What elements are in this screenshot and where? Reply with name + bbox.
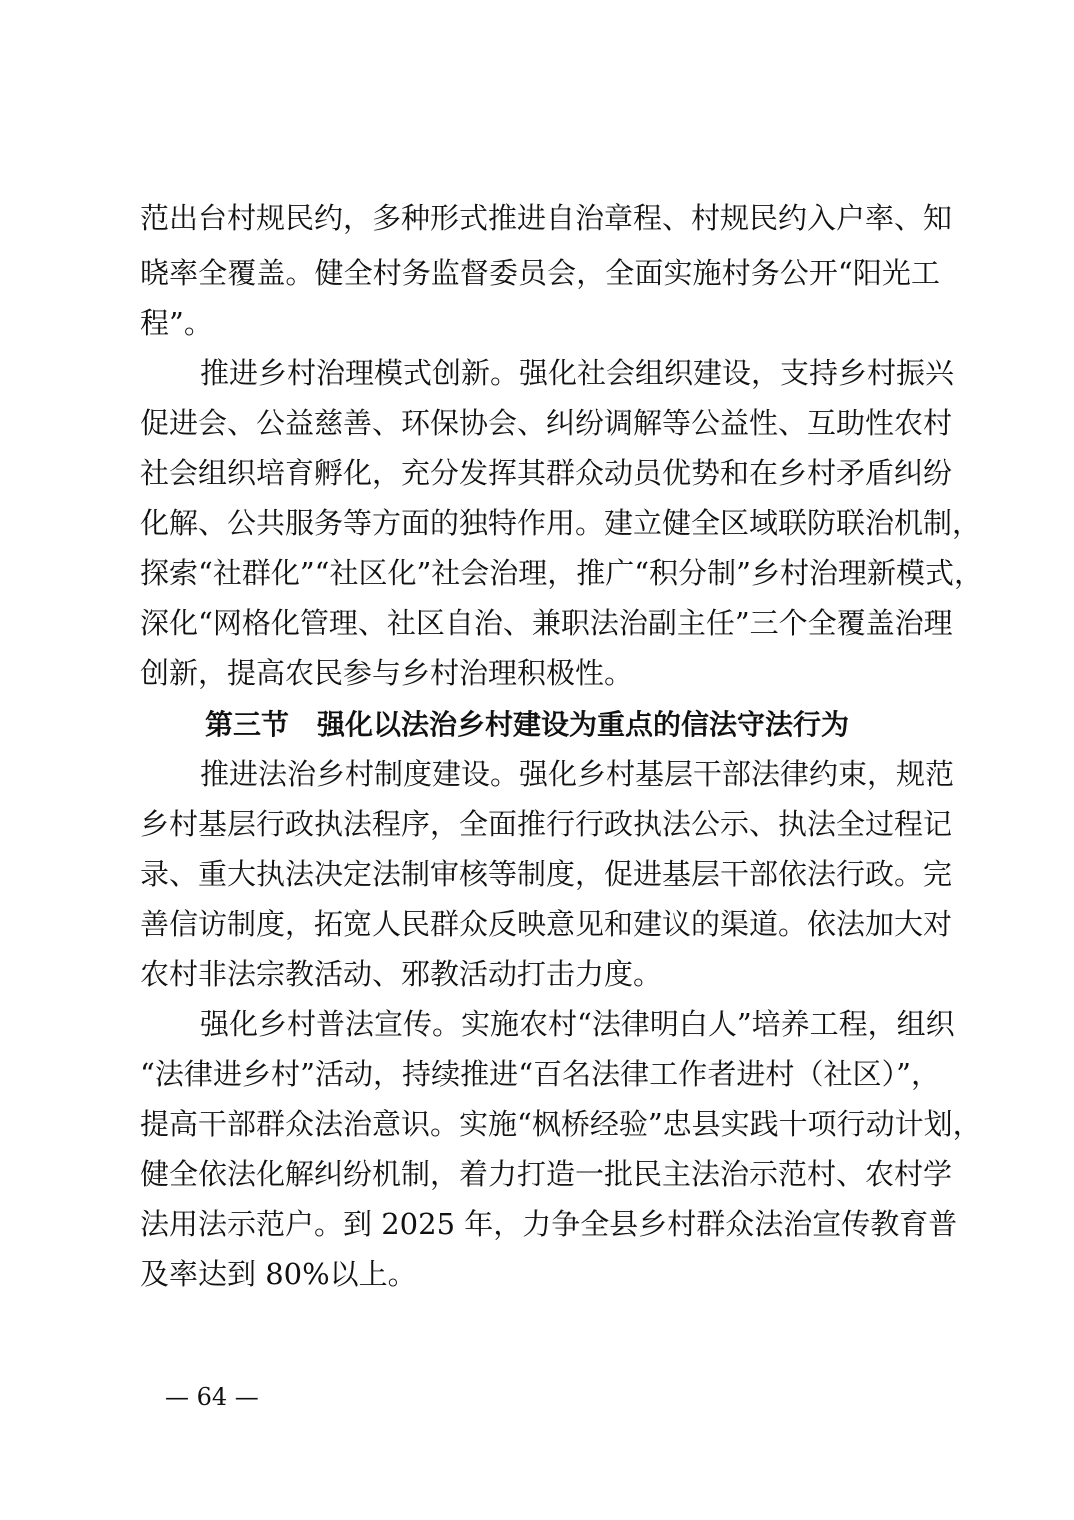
paragraph-4-line-1: 强化乡村普法宣传。实施农村“法律明白人”培养工程，组织: [200, 1007, 955, 1041]
paragraph-4-line-2: “法律进乡村”活动，持续推进“百名法律工作者进村（社区）”，: [140, 1057, 940, 1091]
paragraph-4-line-6: 及率达到 80%以上。: [140, 1257, 417, 1291]
paragraph-4-line-5: 法用法示范户。到 2025 年，力争全县乡村群众法治宣传教育普: [140, 1207, 958, 1241]
paragraph-4-line-4: 健全依法化解纠纷机制，着力打造一批民主法治示范村、农村学: [140, 1157, 953, 1191]
paragraph-3-line-4: 善信访制度，拓宽人民群众反映意见和建议的渠道。依法加大对: [140, 907, 953, 941]
paragraph-3-line-2: 乡村基层行政执法程序，全面推行行政执法公示、执法全过程记: [140, 807, 953, 841]
section-heading: [205, 703, 905, 747]
section-title: 强化以法治乡村建设为重点的信法守法行为: [317, 708, 850, 741]
paragraph-2-line-6: 深化“网格化管理、社区自治、兼职法治副主任”三个全覆盖治理: [140, 606, 953, 640]
paragraph-2-line-5: 探索“社群化”“社区化”社会治理，推广“积分制”乡村治理新模式，: [140, 556, 983, 590]
paragraph-3-line-1: 推进法治乡村制度建设。强化乡村基层干部法律约束，规范: [200, 757, 955, 791]
section-number: 第三节: [205, 708, 290, 741]
paragraph-2-line-4: 化解、公共服务等方面的独特作用。建立健全区域联防联治机制，: [140, 506, 982, 540]
paragraph-3-line-3: 录、重大执法决定法制审核等制度，促进基层干部依法行政。完: [140, 857, 953, 891]
paragraph-3-line-5: 农村非法宗教活动、邪教活动打击力度。: [140, 957, 663, 991]
paragraph-2-line-7: 创新，提高农民参与乡村治理积极性。: [140, 656, 634, 690]
paragraph-2-line-2: 促进会、公益慈善、环保协会、纠纷调解等公益性、互助性农村: [140, 406, 953, 440]
paragraph-1-line-2: 晓率全覆盖。健全村务监督委员会，全面实施村务公开“阳光工: [140, 256, 940, 290]
paragraph-2-line-1: 推进乡村治理模式创新。强化社会组织建设，支持乡村振兴: [200, 356, 955, 390]
paragraph-1-line-3: 程”。: [140, 306, 213, 340]
paragraph-1-line-1: 范出台村规民约，多种形式推进自治章程、村规民约入户率、知: [140, 201, 953, 235]
paragraph-4-line-3: 提高干部群众法治意识。实施“枫桥经验”忠县实践十项行动计划，: [140, 1107, 982, 1141]
paragraph-2-line-3: 社会组织培育孵化，充分发挥其群众动员优势和在乡村矛盾纠纷: [140, 456, 953, 490]
page-number: — 64 —: [165, 1383, 259, 1411]
